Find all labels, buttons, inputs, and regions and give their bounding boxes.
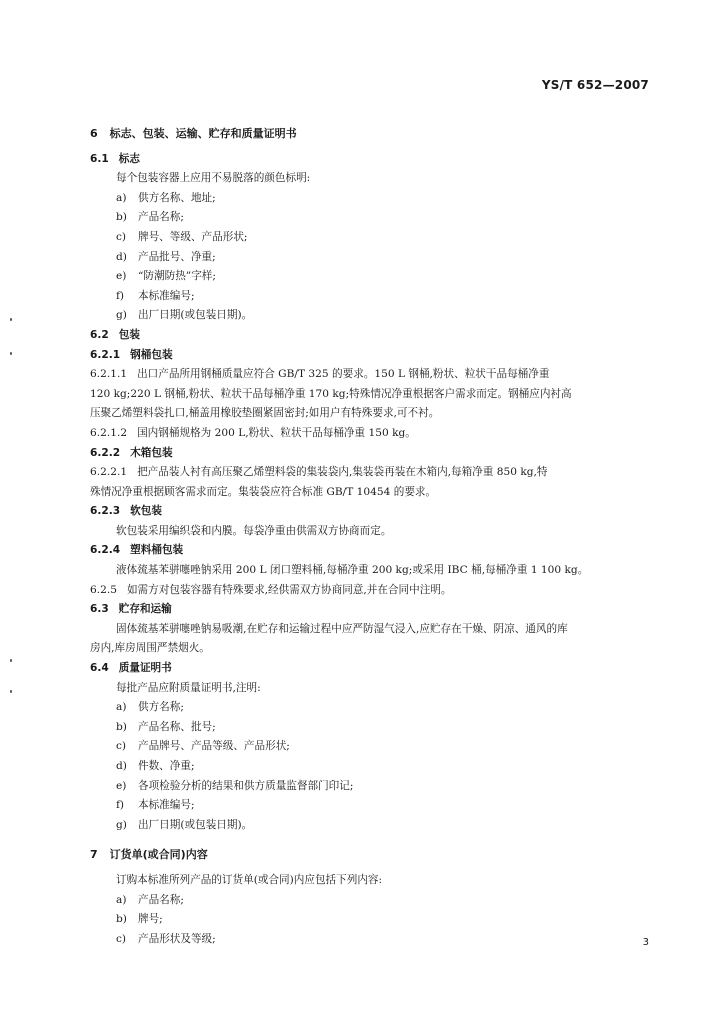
clause-6-2-1-heading: 6.2.1 钢桶包装 xyxy=(90,348,173,361)
subsection-6-3-heading xyxy=(90,600,665,620)
subsection-6-4-heading xyxy=(90,659,665,679)
list-item: f) 本标准编号; xyxy=(116,799,195,812)
paragraph-line: 殊情况净重根据顾客需求而定。集装袋应符合标准 GB/T 10454 的要求。 xyxy=(90,485,437,498)
subsection-number: 6.2 xyxy=(90,328,109,341)
clause-6-2-1-2: 6.2.1.2 国内钢桶规格为 200 L,粉状、粒状干品每桶净重 150 kg。 xyxy=(90,426,416,439)
paragraph: 订购本标准所列产品的订货单(或合同)内应包括下列内容: xyxy=(116,873,383,886)
scan-speck xyxy=(10,690,12,693)
scan-speck xyxy=(10,352,12,355)
section-title: 订货单(或合同)内容 xyxy=(109,848,208,862)
section-6-heading xyxy=(90,124,665,144)
document-body xyxy=(90,122,665,949)
list-item: c) 牌号、等级、产品形状; xyxy=(116,230,248,243)
clause-6-2-4-heading: 6.2.4 塑料桶包装 xyxy=(90,544,184,557)
section-number: 7 xyxy=(90,848,98,862)
subsection-title: 质量证明书 xyxy=(118,662,172,675)
list-item: c) 产品形状及等级; xyxy=(116,932,216,945)
certificate-list xyxy=(90,698,665,835)
list-item: d) 产品批号、净重; xyxy=(116,250,216,263)
paragraph-line: 120 kg;220 L 钢桶,粉状、粒状干品每桶净重 170 kg;特殊情况净重根据客户需求而定。钢桶应内衬高 xyxy=(90,387,572,400)
paragraph: 每个包装容器上应用不易脱落的颜色标明: xyxy=(116,172,311,185)
section-number: 6 xyxy=(90,127,98,140)
list-item: g) 出厂日期(或包装日期)。 xyxy=(116,309,253,322)
list-item: b) 产品名称; xyxy=(116,211,184,224)
paragraph: 每批产品应附质量证明书,注明: xyxy=(116,681,261,694)
paragraph: 液体巯基苯骈噻唑钠采用 200 L 闭口塑料桶,每桶净重 200 kg;或采用 IBC 桶,每桶净重 1 100 kg。 xyxy=(116,564,589,577)
list-item: g) 出厂日期(或包装日期)。 xyxy=(116,818,253,831)
subsection-number: 6.1 xyxy=(90,152,109,165)
clause-6-2-2-heading: 6.2.2 木箱包装 xyxy=(90,446,173,459)
list-item: e) 各项检验分析的结果和供方质量监督部门印记; xyxy=(116,779,354,792)
list-item: e) “防潮防热”字样; xyxy=(116,270,216,283)
subsection-title: 标志 xyxy=(118,152,140,165)
list-item: a) 产品名称; xyxy=(116,893,184,906)
marking-list xyxy=(90,189,665,326)
section-7-heading xyxy=(90,845,665,865)
subsection-number: 6.4 xyxy=(90,662,109,675)
paragraph-line: 6.2.2.1 把产品装人衬有高压聚乙烯塑料袋的集装袋内,集装袋再装在木箱内,每箱净重 850 kg,特 xyxy=(90,466,548,479)
list-item: b) 牌号; xyxy=(116,913,163,926)
subsection-title: 贮存和运输 xyxy=(118,603,172,616)
paragraph-line: 固体巯基苯骈噻唑钠易吸潮,在贮存和运输过程中应严防湿气浸入,应贮存在干燥、阴凉、通风的库 xyxy=(116,622,568,635)
list-item: d) 件数、净重; xyxy=(116,760,195,772)
list-item: f) 本标准编号; xyxy=(116,289,195,302)
page-number: 3 xyxy=(642,937,649,948)
subsection-title: 包装 xyxy=(118,328,140,341)
scan-speck xyxy=(10,318,12,321)
clause-6-2-5: 6.2.5 如需方对包装容器有特殊要求,经供需双方协商同意,并在合同中注明。 xyxy=(90,583,452,596)
subsection-number: 6.3 xyxy=(90,603,109,616)
paragraph-line: 房内,库房周围严禁烟火。 xyxy=(90,642,210,655)
clause-6-2-3-heading: 6.2.3 软包装 xyxy=(90,505,162,518)
paragraph: 软包装采用编织袋和内膜。每袋净重由供需双方协商而定。 xyxy=(116,524,392,537)
list-item: a) 供方名称; xyxy=(116,701,184,714)
list-item: b) 产品名称、批号; xyxy=(116,720,216,733)
paragraph-line: 6.2.1.1 出口产品所用钢桶质量应符合 GB/T 325 的要求。150 L 钢桶,粉状、粒状干品每桶净重 xyxy=(90,368,550,381)
scan-speck xyxy=(10,659,12,662)
section-title: 标志、包装、运输、贮存和质量证明书 xyxy=(109,127,297,140)
subsection-6-1-heading xyxy=(90,150,665,170)
standard-code: YS/T 652—2007 xyxy=(541,78,649,92)
paragraph-line: 压聚乙烯塑料袋扎口,桶盖用橡胶垫圈紧固密封;如用户有特殊要求,可不衬。 xyxy=(90,407,440,420)
clause-6-2-2-1 xyxy=(90,463,665,502)
list-item: c) 产品牌号、产品等级、产品形状; xyxy=(116,740,290,753)
order-list xyxy=(90,891,665,950)
clause-6-2-1-1 xyxy=(90,365,665,424)
list-item: a) 供方名称、地址; xyxy=(116,191,216,204)
subsection-6-2-heading xyxy=(90,326,665,346)
